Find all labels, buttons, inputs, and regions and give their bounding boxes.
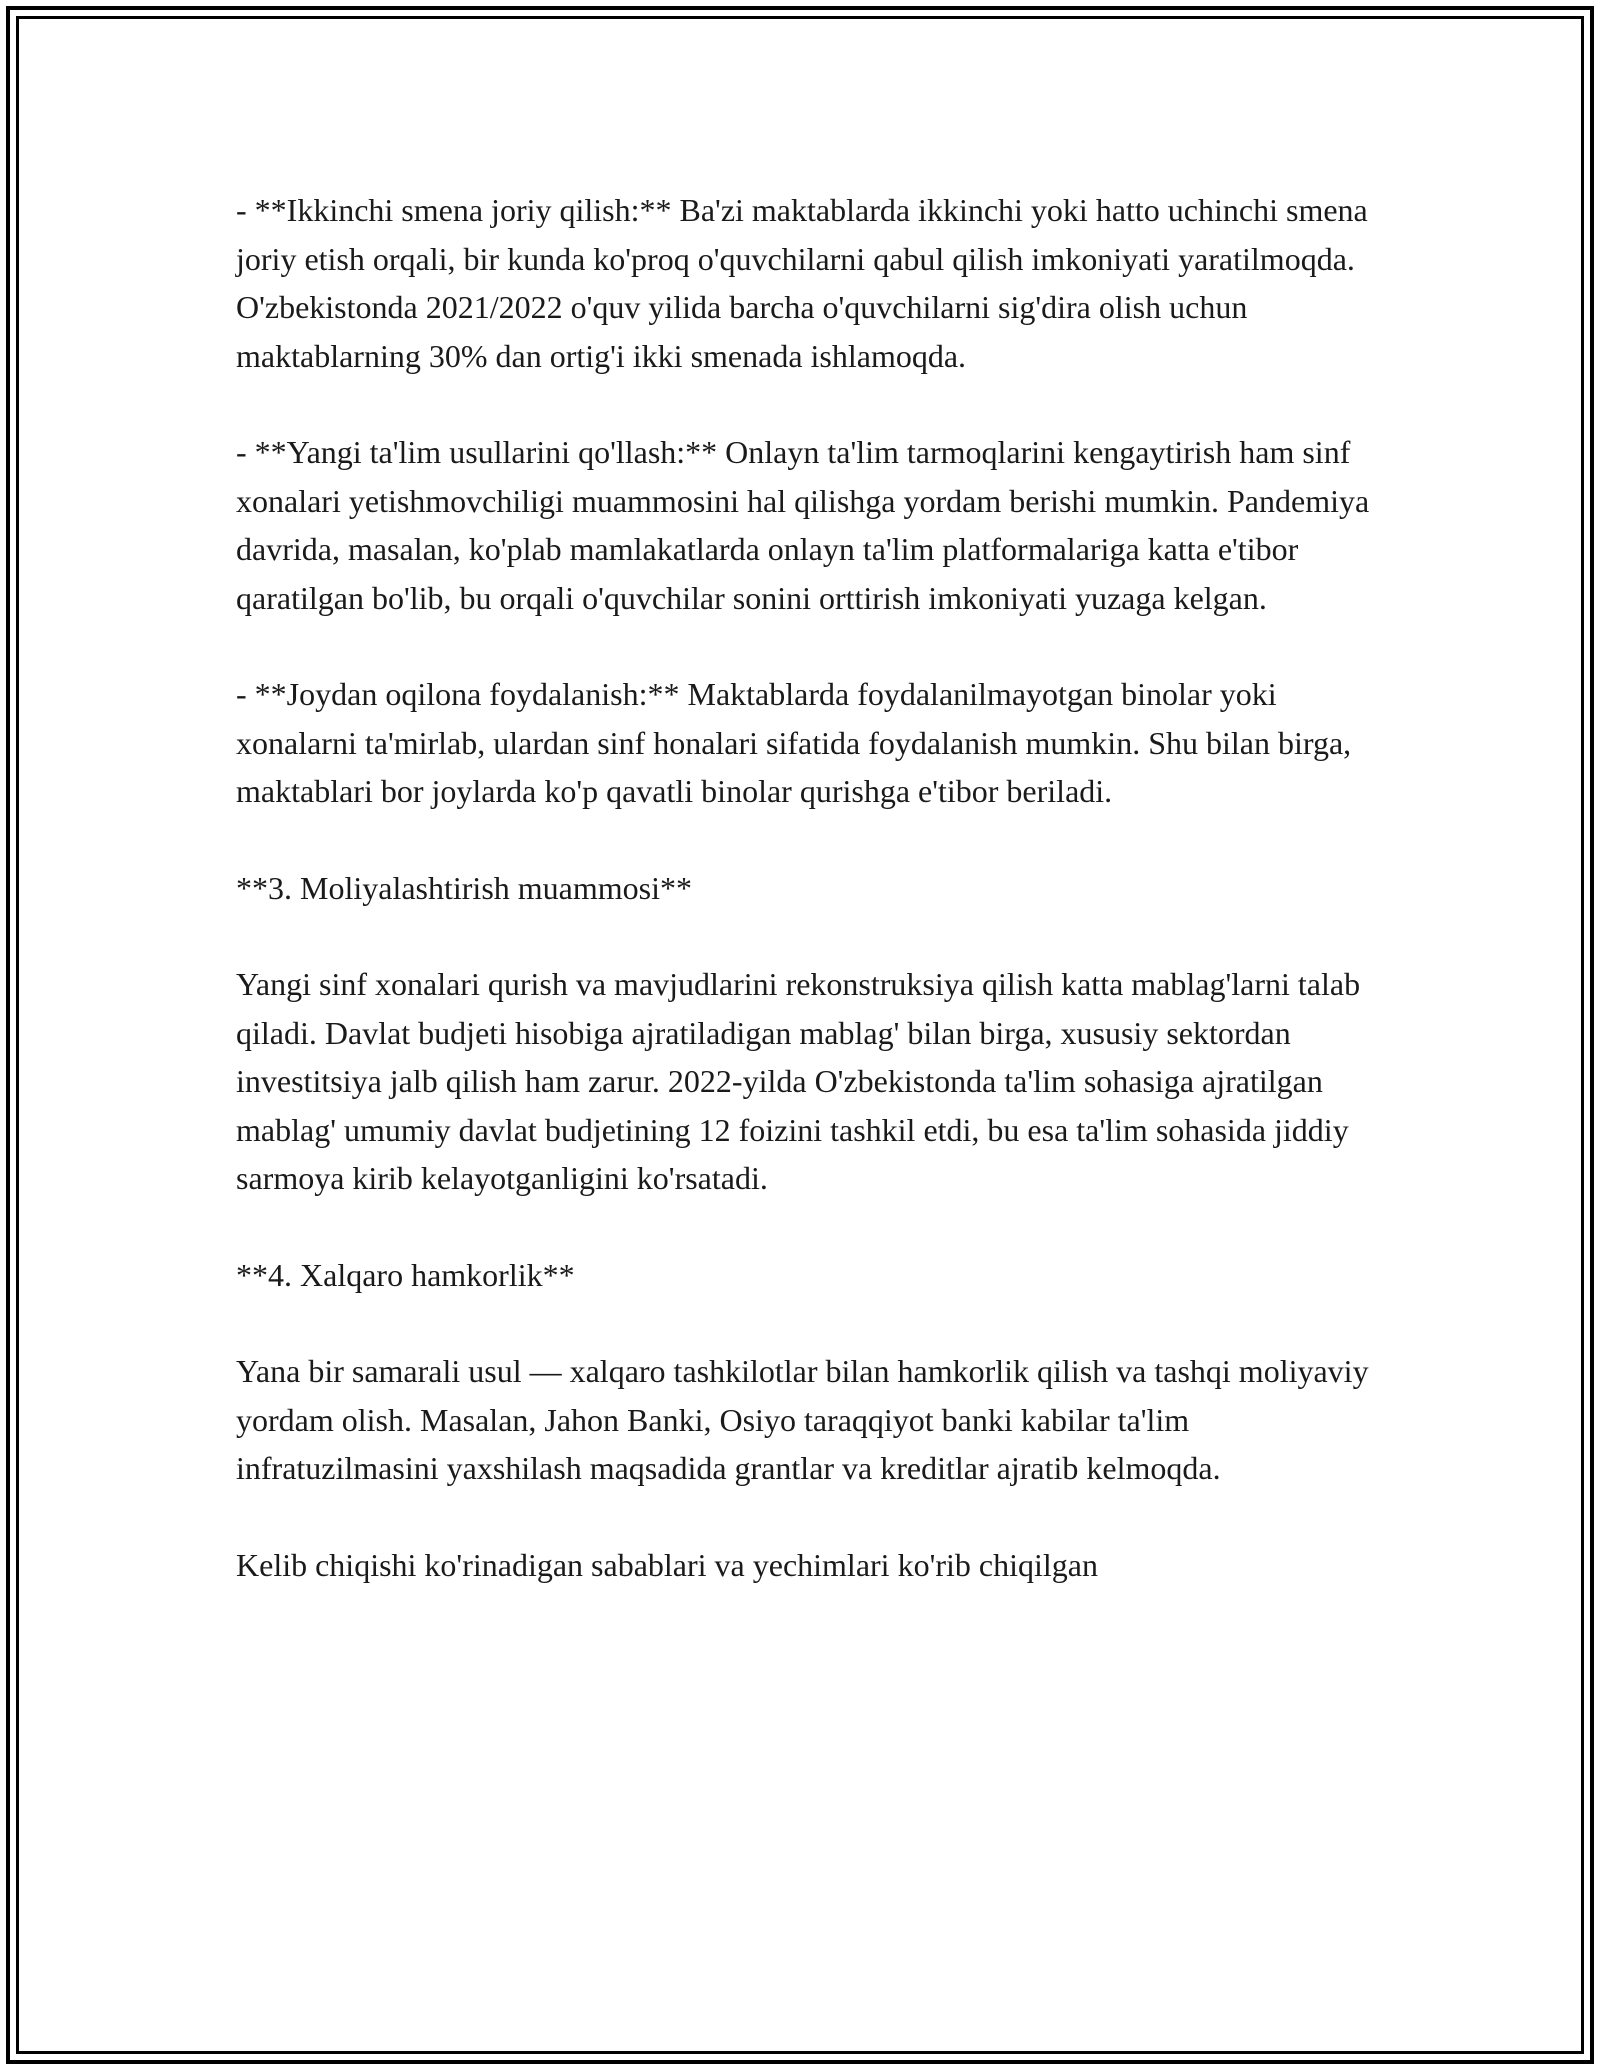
paragraph-conclusion: Kelib chiqishi ko'rinadigan sabablari va yechimlari ko'rib chiqilgan xyxy=(236,1546,1098,1583)
paragraph-second-shift: - **Ikkinchi smena joriy qilish:** Ba'zi maktablarda ikkinchi yoki hatto uchinchi smena joriy etish orqali, bir kunda ko'proq o'quvchilarni qabul qilish imkoniyati yaratilmoqda. O'zbekistonda 2021/2022 o'quv yilida barcha o'quvchilarni sig'dira olish uchun maktablarning 30% dan ortig'i ikki smenada ishlamoqda. xyxy=(236,192,1368,374)
paragraph-space-use: - **Joydan oqilona foydalanish:** Maktablarda foydalanilmayotgan binolar yoki xonalarni ta'mirlab, ulardan sinf honalari sifatida foydalanish mumkin. Shu bilan birga, maktablari bor joylarda ko'p qavatli binolar qurishga e'tibor beriladi. xyxy=(236,676,1352,809)
paragraph-international-cooperation: Yana bir samarali usul — xalqaro tashkilotlar bilan hamkorlik qilish va tashqi moliyaviy yordam olish. Masalan, Jahon Banki, Osiyo taraqqiyot banki kabilar ta'lim infratuzilmasini yaxshilash maqsadida grantlar va kreditlar ajratib kelmoqda. xyxy=(236,1353,1369,1486)
section-heading-international-cooperation: **4. Xalqaro hamkorlik** xyxy=(236,1256,575,1293)
section-heading-financing: **3. Moliyalashtirish muammosi** xyxy=(236,869,692,906)
paragraph-new-teaching-methods: - **Yangi ta'lim usullarini qo'llash:** Onlayn ta'lim tarmoqlarini kengaytirish ham sinf xonalari yetishmovchiligi muammosini hal qilishga yordam berishi mumkin. Pandemiya davrida, masalan, ko'plab mamlakatlarda onlayn ta'lim platformalariga katta e'tibor qaratilgan bo'lib, bu orqali o'quvchilar sonini orttirish imkoniyati yuzaga kelgan. xyxy=(236,434,1370,616)
paragraph-financing: Yangi sinf xonalari qurish va mavjudlarini rekonstruksiya qilish katta mablag'larni talab qiladi. Davlat budjeti hisobiga ajratiladigan mablag' bilan birga, xususiy sektordan investitsiya jalb qilish ham zarur. 2022-yilda O'zbekistonda ta'lim sohasiga ajratilgan mablag' umumiy davlat budjetining 12 foizini tashkil etdi, bu esa ta'lim sohasida jiddiy sarmoya kirib kelayotganligini ko'rsatadi. xyxy=(236,966,1361,1196)
document-body xyxy=(236,186,1376,1637)
